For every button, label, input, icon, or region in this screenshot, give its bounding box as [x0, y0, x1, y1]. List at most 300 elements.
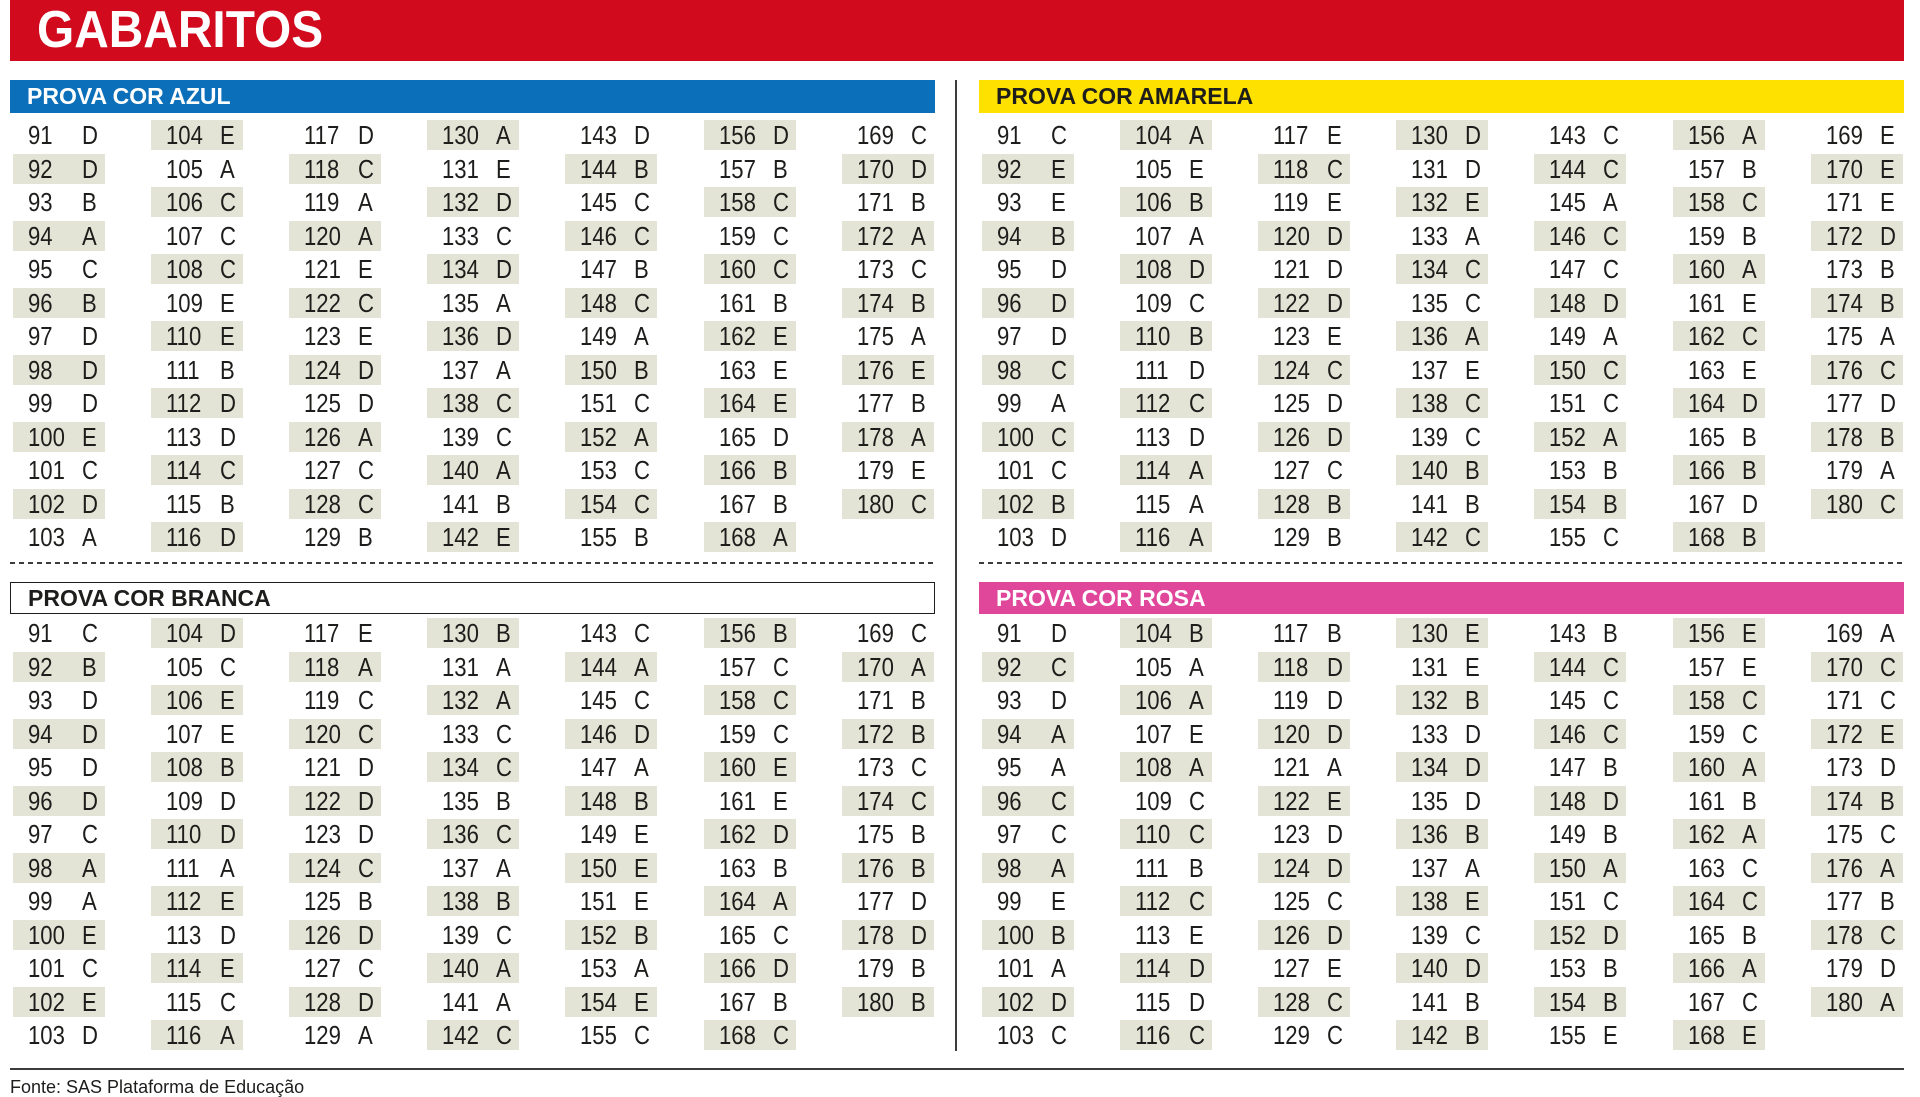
- question-number: 151: [1549, 886, 1587, 916]
- question-number: 157: [718, 153, 756, 184]
- answer-letter: D: [1050, 254, 1067, 284]
- source-text: Fonte: SAS Plataforma de Educação: [10, 1077, 305, 1097]
- answer-cell: [565, 685, 657, 715]
- answer-cell: [1673, 120, 1765, 150]
- answer-cell: [1673, 685, 1765, 715]
- answer-cell: [1120, 254, 1212, 284]
- answer-letter: A: [1603, 187, 1619, 217]
- answer-letter: D: [1326, 254, 1343, 284]
- question-number: 104: [165, 618, 203, 648]
- answer-letter: D: [81, 354, 98, 385]
- answer-cell: [982, 422, 1074, 452]
- answer-letter: E: [1741, 618, 1757, 648]
- answer-letter: D: [1050, 321, 1067, 351]
- answer-cell: [1120, 685, 1212, 715]
- answer-cell: [1120, 120, 1212, 150]
- answer-cell: [151, 685, 243, 715]
- question-number: 102: [27, 488, 65, 519]
- question-number: 177: [1825, 886, 1863, 916]
- answer-cell: [151, 120, 243, 150]
- question-number: 141: [442, 488, 479, 519]
- question-number: 168: [1687, 522, 1725, 552]
- answer-letter: B: [496, 785, 511, 816]
- question-number: 153: [1549, 455, 1587, 485]
- question-number: 97: [27, 819, 53, 849]
- answer-letter: B: [772, 153, 788, 184]
- answer-cell: [1673, 154, 1765, 184]
- answer-letter: E: [1326, 187, 1342, 217]
- answer-cell: [1534, 618, 1626, 648]
- question-number: 110: [1134, 819, 1170, 849]
- answer-letter: E: [634, 986, 650, 1017]
- answer-cell: [704, 154, 796, 184]
- question-number: 114: [165, 455, 201, 485]
- answer-letter: C: [772, 718, 789, 749]
- answer-cell: [1120, 819, 1212, 849]
- question-number: 99: [996, 886, 1022, 916]
- answer-cell: [1258, 819, 1350, 849]
- answer-cell: [1673, 953, 1765, 983]
- answer-letter: C: [1879, 819, 1896, 849]
- answer-cell: [565, 819, 657, 849]
- answer-letter: B: [1465, 685, 1480, 715]
- question-number: 150: [580, 354, 618, 385]
- answer-cell: [1258, 489, 1350, 519]
- question-number: 156: [1687, 618, 1725, 648]
- answer-letter: A: [1050, 953, 1066, 983]
- question-number: 160: [718, 752, 756, 782]
- answer-cell: [1811, 685, 1903, 715]
- answer-cell: [1396, 221, 1488, 251]
- answer-cell: [982, 187, 1074, 217]
- answer-cell: [151, 618, 243, 648]
- answer-letter: D: [81, 488, 98, 519]
- question-number: 120: [1272, 718, 1310, 749]
- answer-letter: D: [1050, 986, 1067, 1017]
- answer-letter: C: [496, 220, 513, 251]
- answer-letter: D: [1188, 354, 1205, 385]
- answer-letter: A: [772, 522, 788, 552]
- question-number: 149: [580, 321, 618, 351]
- answer-letter: C: [1465, 421, 1482, 452]
- question-number: 119: [1272, 685, 1309, 715]
- answer-letter: D: [81, 718, 98, 749]
- question-number: 107: [165, 718, 203, 749]
- answer-letter: B: [910, 819, 926, 849]
- answer-letter: E: [1465, 886, 1480, 916]
- answer-letter: C: [81, 618, 98, 648]
- answer-cell: [1811, 187, 1903, 217]
- answer-letter: D: [219, 618, 236, 648]
- question-number: 127: [1272, 455, 1310, 485]
- answer-cell: [151, 187, 243, 217]
- answer-grid: [10, 618, 935, 1048]
- answer-cell: [427, 422, 519, 452]
- question-number: 153: [1549, 953, 1587, 983]
- question-number: 100: [996, 919, 1034, 950]
- answer-cell: [1673, 618, 1765, 648]
- question-number: 146: [1549, 220, 1587, 251]
- answer-letter: A: [634, 421, 650, 452]
- answer-letter: A: [357, 421, 373, 452]
- question-number: 178: [856, 919, 894, 950]
- answer-letter: A: [1188, 220, 1204, 251]
- question-number: 160: [1687, 254, 1725, 284]
- answer-letter: C: [219, 187, 236, 217]
- question-number: 168: [718, 1020, 756, 1050]
- answer-cell: [565, 953, 657, 983]
- question-number: 106: [1134, 685, 1172, 715]
- question-number: 107: [165, 220, 203, 251]
- answer-letter: E: [1188, 919, 1204, 950]
- answer-cell: [842, 886, 934, 916]
- answer-cell: [1811, 853, 1903, 883]
- answer-letter: D: [1741, 488, 1758, 519]
- answer-letter: B: [1741, 153, 1757, 184]
- answer-letter: A: [910, 421, 926, 452]
- answer-letter: A: [1050, 718, 1066, 749]
- answer-cell: [1811, 120, 1903, 150]
- answer-letter: C: [1188, 819, 1205, 849]
- answer-letter: B: [1603, 488, 1619, 519]
- section-prova-amarela: [979, 80, 1904, 550]
- question-number: 153: [580, 953, 618, 983]
- dashed-separator-left: [10, 562, 935, 564]
- answer-cell: [982, 355, 1074, 385]
- question-number: 132: [442, 187, 479, 217]
- answer-cell: [982, 953, 1074, 983]
- answer-letter: B: [1741, 421, 1757, 452]
- answer-cell: [1673, 786, 1765, 816]
- answer-letter: B: [1188, 321, 1204, 351]
- answer-cell: [842, 719, 934, 749]
- answer-cell: [1396, 154, 1488, 184]
- question-number: 160: [1687, 752, 1725, 782]
- answer-letter: E: [634, 886, 650, 916]
- question-number: 154: [1549, 986, 1587, 1017]
- answer-cell: [289, 422, 381, 452]
- question-number: 131: [1411, 651, 1448, 682]
- question-number: 117: [303, 618, 340, 648]
- answer-cell: [1811, 388, 1903, 418]
- answer-cell: [1534, 685, 1626, 715]
- question-number: 146: [1549, 718, 1587, 749]
- answer-letter: D: [357, 986, 374, 1017]
- answer-letter: E: [81, 986, 97, 1017]
- answer-letter: C: [1741, 321, 1758, 351]
- answer-cell: [1120, 886, 1212, 916]
- answer-letter: E: [772, 752, 788, 782]
- answer-cell: [982, 987, 1074, 1017]
- answer-cell: [13, 886, 105, 916]
- answer-cell: [1811, 221, 1903, 251]
- question-number: 100: [27, 919, 65, 950]
- answer-letter: C: [1050, 354, 1067, 385]
- question-number: 136: [1411, 819, 1448, 849]
- question-number: 179: [1825, 455, 1863, 485]
- question-number: 142: [1411, 522, 1448, 552]
- answer-cell: [13, 422, 105, 452]
- question-number: 92: [27, 153, 53, 184]
- question-number: 176: [856, 354, 894, 385]
- answer-letter: D: [1879, 220, 1896, 251]
- question-number: 111: [165, 354, 200, 385]
- answer-letter: C: [496, 718, 513, 749]
- answer-letter: D: [81, 685, 98, 715]
- answer-letter: C: [496, 388, 513, 418]
- question-number: 170: [1825, 651, 1863, 682]
- question-number: 127: [1272, 953, 1310, 983]
- answer-cell: [427, 618, 519, 648]
- question-number: 143: [580, 120, 618, 150]
- answer-cell: [565, 489, 657, 519]
- question-number: 117: [1272, 120, 1309, 150]
- question-number: 99: [27, 886, 53, 916]
- question-number: 117: [303, 120, 340, 150]
- question-number: 155: [580, 1020, 618, 1050]
- answer-cell: [1120, 853, 1212, 883]
- question-number: 129: [303, 1020, 341, 1050]
- question-number: 120: [303, 220, 341, 251]
- answer-cell: [842, 819, 934, 849]
- answer-cell: [982, 618, 1074, 648]
- question-number: 127: [303, 953, 341, 983]
- answer-cell: [1258, 422, 1350, 452]
- question-number: 109: [165, 287, 203, 318]
- answer-cell: [1534, 388, 1626, 418]
- answer-cell: [1811, 652, 1903, 682]
- question-number: 144: [1549, 651, 1587, 682]
- answer-letter: B: [772, 455, 788, 485]
- answer-letter: C: [1326, 455, 1343, 485]
- answer-letter: A: [81, 886, 97, 916]
- answer-cell: [1534, 154, 1626, 184]
- answer-cell: [13, 154, 105, 184]
- answer-letter: B: [1188, 852, 1204, 883]
- answer-cell: [704, 187, 796, 217]
- question-number: 123: [1272, 819, 1310, 849]
- answer-letter: C: [634, 388, 651, 418]
- question-number: 134: [442, 752, 479, 782]
- answer-cell: [1673, 652, 1765, 682]
- answer-letter: A: [1879, 455, 1895, 485]
- answer-letter: C: [910, 618, 927, 648]
- answer-cell: [704, 1020, 796, 1050]
- question-number: 171: [856, 685, 894, 715]
- question-number: 96: [996, 785, 1022, 816]
- question-number: 123: [1272, 321, 1310, 351]
- answer-letter: C: [1050, 785, 1067, 816]
- answer-letter: E: [1879, 120, 1895, 150]
- answer-cell: [289, 288, 381, 318]
- answer-cell: [565, 652, 657, 682]
- answer-cell: [1673, 886, 1765, 916]
- question-number: 163: [1687, 852, 1725, 883]
- answer-cell: [704, 652, 796, 682]
- answer-cell: [427, 652, 519, 682]
- question-number: 112: [165, 886, 201, 916]
- answer-cell: [13, 853, 105, 883]
- answer-letter: A: [496, 986, 511, 1017]
- answer-cell: [565, 254, 657, 284]
- answer-letter: A: [1603, 421, 1619, 452]
- question-number: 111: [1134, 354, 1169, 385]
- question-number: 152: [580, 421, 618, 452]
- question-number: 105: [165, 651, 203, 682]
- question-number: 116: [1134, 1020, 1170, 1050]
- answer-letter: B: [634, 522, 650, 552]
- answer-cell: [1258, 388, 1350, 418]
- answer-letter: D: [1188, 986, 1205, 1017]
- answer-cell: [289, 1020, 381, 1050]
- answer-letter: B: [772, 488, 788, 519]
- answer-cell: [289, 685, 381, 715]
- answer-letter: B: [1879, 421, 1895, 452]
- answer-cell: [427, 388, 519, 418]
- answer-cell: [13, 953, 105, 983]
- answer-letter: D: [219, 819, 236, 849]
- question-number: 105: [165, 153, 203, 184]
- question-number: 101: [996, 455, 1034, 485]
- answer-letter: A: [1879, 321, 1895, 351]
- answer-cell: [151, 154, 243, 184]
- answer-letter: E: [1741, 287, 1757, 318]
- answer-letter: E: [1050, 153, 1066, 184]
- answer-cell: [151, 652, 243, 682]
- answer-letter: A: [910, 220, 926, 251]
- answer-cell: [1534, 652, 1626, 682]
- answer-letter: A: [81, 522, 97, 552]
- question-number: 162: [1687, 819, 1725, 849]
- answer-cell: [1396, 752, 1488, 782]
- answer-cell: [1396, 853, 1488, 883]
- answer-letter: C: [1879, 685, 1896, 715]
- answer-cell: [565, 321, 657, 351]
- question-number: 149: [580, 819, 618, 849]
- answer-cell: [704, 618, 796, 648]
- answer-letter: E: [634, 852, 650, 883]
- answer-letter: D: [1465, 153, 1482, 184]
- answer-cell: [289, 719, 381, 749]
- question-number: 172: [1825, 718, 1863, 749]
- question-number: 93: [996, 685, 1022, 715]
- answer-letter: B: [357, 522, 373, 552]
- question-number: 162: [718, 321, 756, 351]
- question-number: 137: [1411, 354, 1448, 385]
- question-number: 137: [442, 354, 479, 385]
- question-number: 145: [1549, 685, 1587, 715]
- answer-letter: C: [1465, 254, 1482, 284]
- answer-letter: D: [357, 819, 374, 849]
- answer-cell: [289, 786, 381, 816]
- question-number: 148: [1549, 785, 1587, 816]
- question-number: 126: [303, 919, 341, 950]
- question-number: 91: [27, 618, 53, 648]
- answer-cell: [13, 752, 105, 782]
- question-number: 150: [1549, 852, 1587, 883]
- answer-cell: [842, 786, 934, 816]
- answer-cell: [1120, 187, 1212, 217]
- answer-letter: C: [772, 254, 789, 284]
- question-number: 108: [165, 752, 203, 782]
- answer-cell: [982, 719, 1074, 749]
- answer-letter: C: [1603, 120, 1620, 150]
- question-number: 98: [27, 354, 53, 385]
- answer-cell: [1811, 719, 1903, 749]
- answer-letter: E: [772, 785, 788, 816]
- question-number: 171: [1825, 685, 1863, 715]
- answer-grid: [10, 120, 935, 550]
- answer-letter: C: [219, 986, 236, 1017]
- question-number: 139: [442, 421, 479, 452]
- question-number: 132: [1411, 685, 1448, 715]
- answer-cell: [565, 187, 657, 217]
- answer-cell: [1811, 618, 1903, 648]
- question-number: 135: [442, 785, 479, 816]
- answer-cell: [1534, 254, 1626, 284]
- answer-letter: C: [1465, 522, 1482, 552]
- answer-cell: [1120, 154, 1212, 184]
- section-header-branca: [10, 582, 935, 614]
- answer-letter: E: [357, 254, 373, 284]
- answer-cell: [13, 455, 105, 485]
- answer-cell: [1258, 786, 1350, 816]
- answer-letter: B: [496, 488, 511, 519]
- answer-cell: [289, 853, 381, 883]
- answer-cell: [982, 455, 1074, 485]
- answer-cell: [1534, 355, 1626, 385]
- answer-cell: [13, 522, 105, 552]
- answer-cell: [1534, 288, 1626, 318]
- answer-letter: C: [81, 455, 98, 485]
- answer-letter: D: [910, 886, 927, 916]
- answer-cell: [1258, 953, 1350, 983]
- question-number: 172: [856, 718, 894, 749]
- answer-cell: [1534, 819, 1626, 849]
- answer-cell: [1534, 321, 1626, 351]
- question-number: 91: [27, 120, 53, 150]
- answer-cell: [982, 120, 1074, 150]
- answer-letter: B: [1603, 752, 1619, 782]
- answer-letter: C: [357, 455, 374, 485]
- answer-letter: C: [1188, 886, 1205, 916]
- answer-letter: E: [357, 321, 373, 351]
- question-number: 159: [1687, 220, 1725, 251]
- question-number: 123: [303, 321, 341, 351]
- answer-cell: [13, 187, 105, 217]
- answer-cell: [565, 154, 657, 184]
- answer-cell: [289, 154, 381, 184]
- answer-cell: [13, 920, 105, 950]
- question-number: 140: [1411, 953, 1448, 983]
- question-number: 180: [856, 488, 894, 519]
- answer-cell: [565, 786, 657, 816]
- answer-cell: [151, 886, 243, 916]
- answer-cell: [1120, 221, 1212, 251]
- question-number: 180: [1825, 488, 1863, 519]
- answer-letter: B: [357, 886, 373, 916]
- answer-cell: [1396, 288, 1488, 318]
- answer-cell: [842, 652, 934, 682]
- answer-cell: [1396, 489, 1488, 519]
- answer-letter: B: [910, 187, 926, 217]
- question-number: 143: [580, 618, 618, 648]
- answer-letter: E: [1741, 651, 1757, 682]
- answer-letter: C: [1603, 254, 1620, 284]
- question-number: 114: [1134, 455, 1170, 485]
- answer-letter: C: [910, 254, 927, 284]
- answer-letter: C: [634, 488, 651, 519]
